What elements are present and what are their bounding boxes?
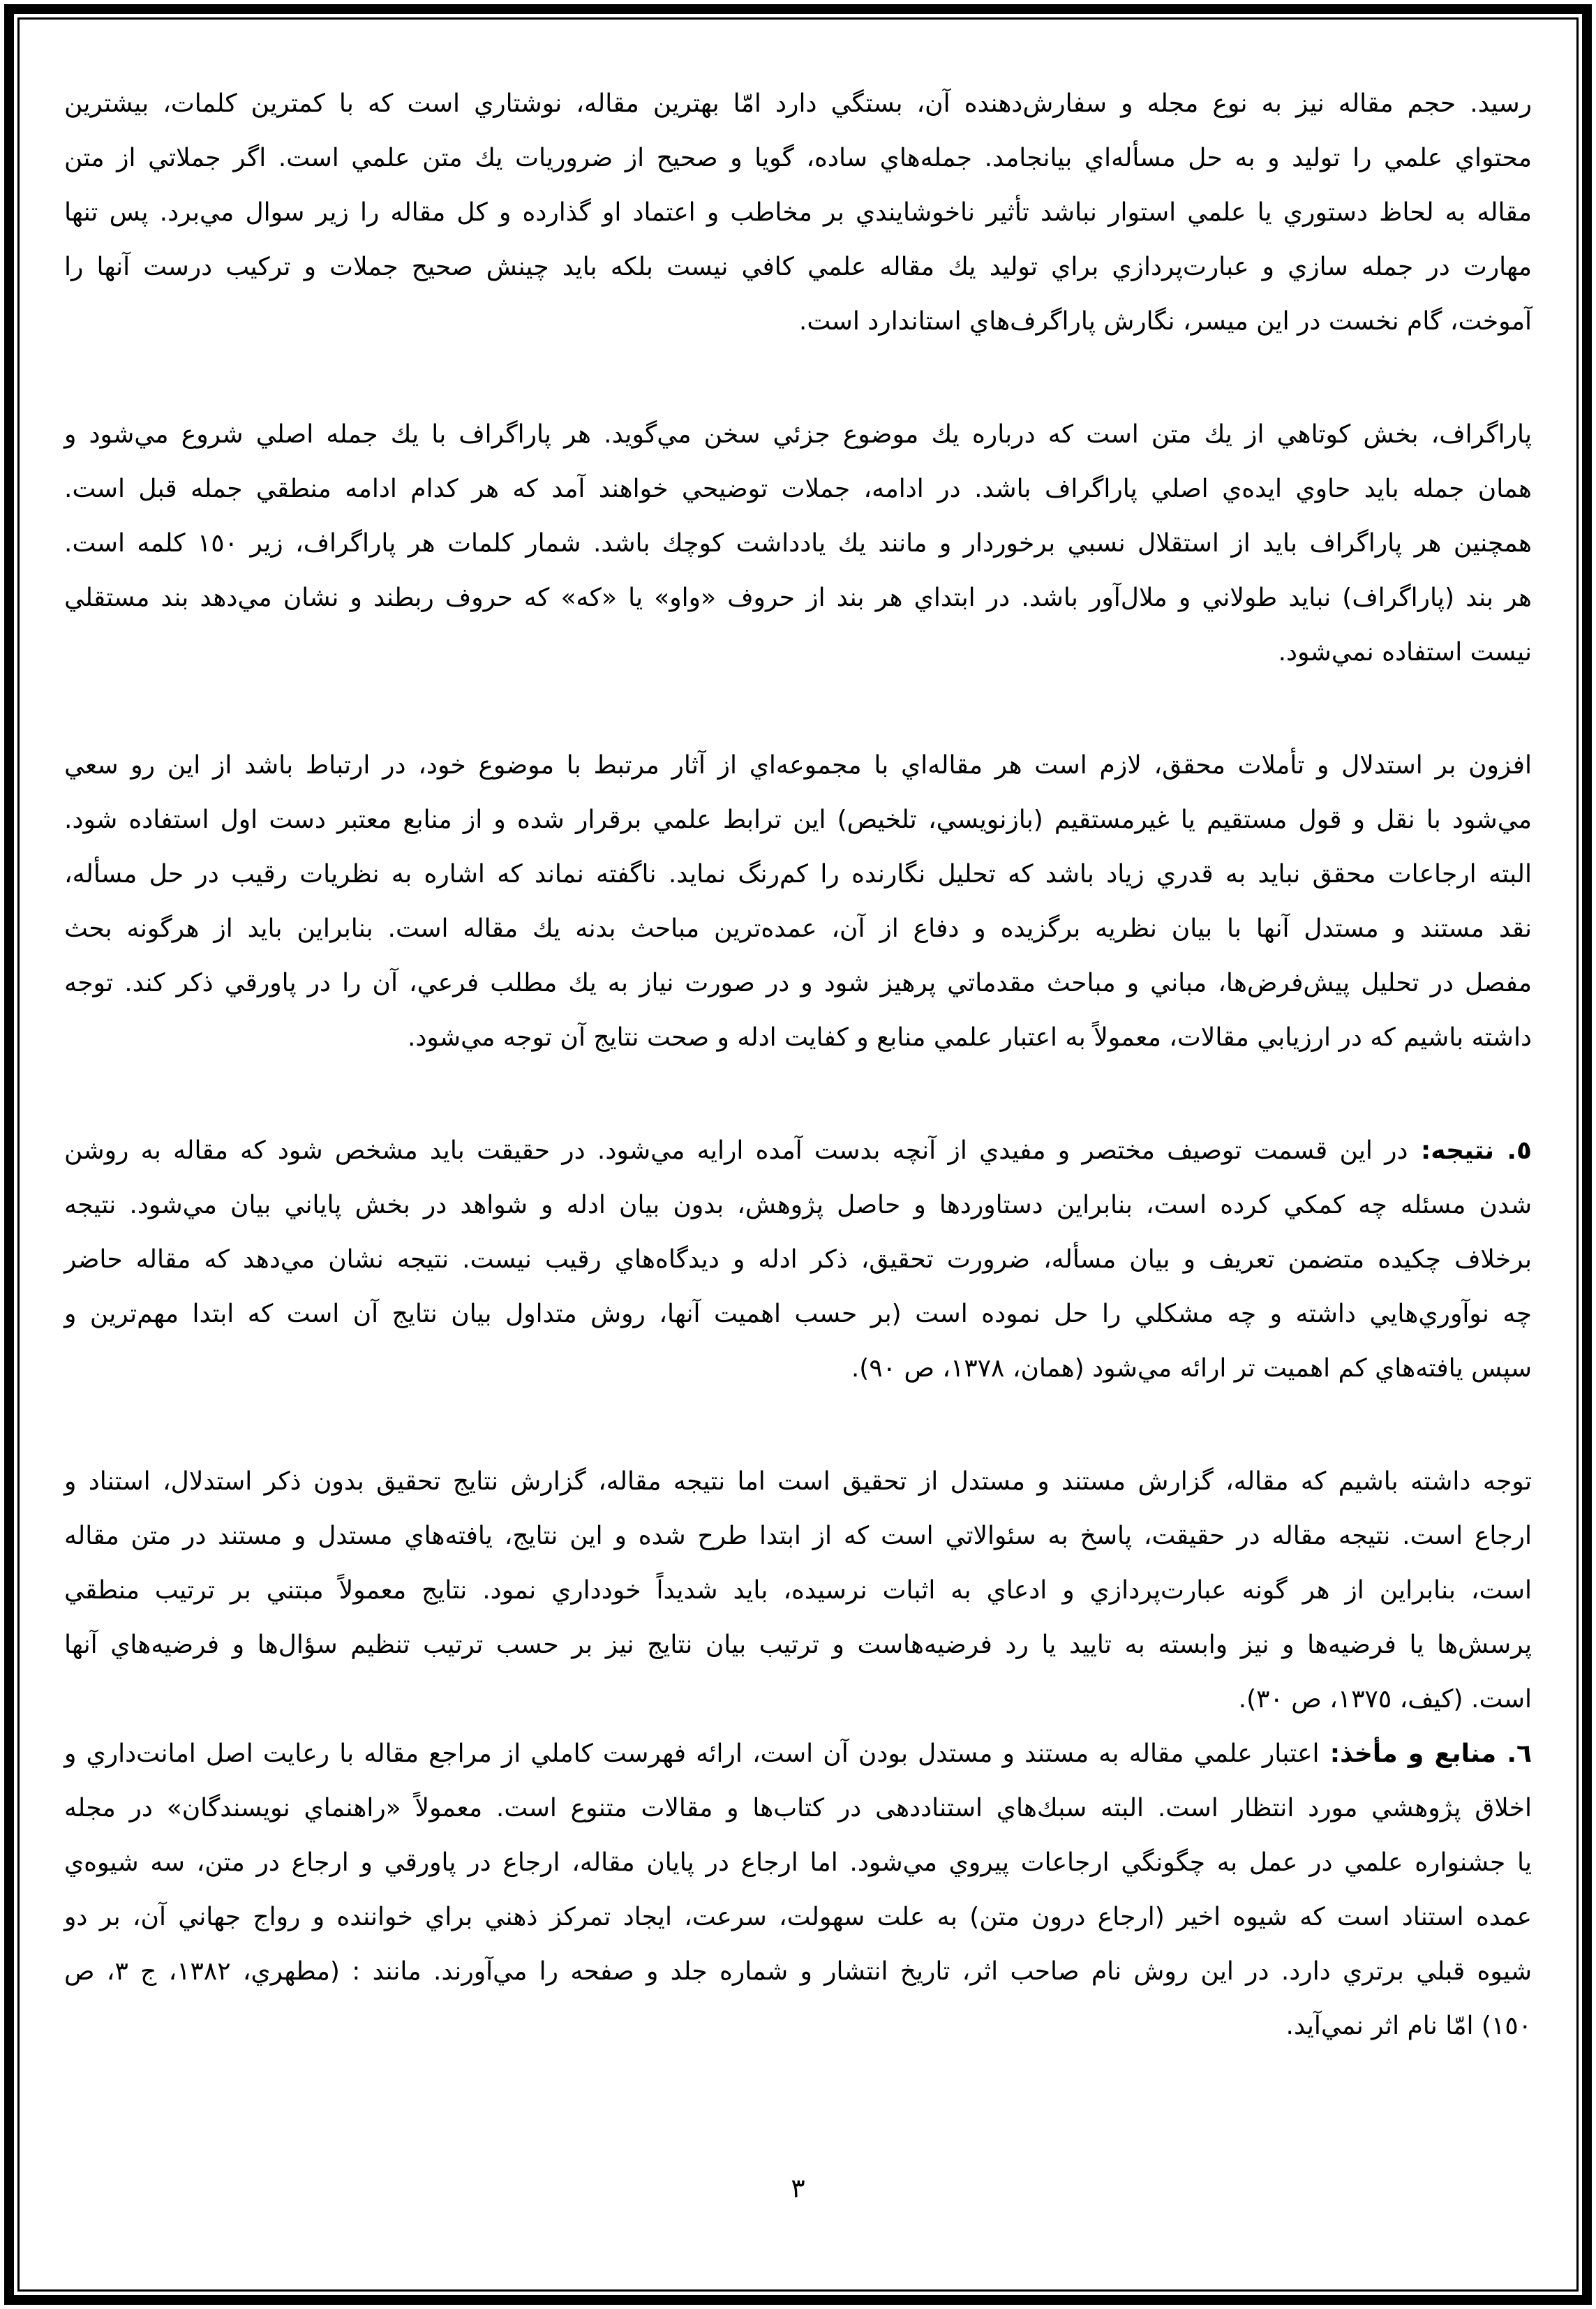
- text-line: [64, 1124, 1532, 1178]
- text-line: اخلاق پژوهشي مورد انتظار است. البته سبك‌هاي استناددهی در کتاب‌ها و مقالات متنوع است. معمولاً «راهنماي نویسندگان» در مجله: [64, 1794, 1532, 1822]
- text-line: شیوه قبلي برتري دارد. در این روش نام صاحب اثر، تاریخ انتشار و شماره جلد و صفحه را مي‌آورند. مانند : (مطهري، ١٣٨٢، ج ٣، ص: [64, 1957, 1532, 1986]
- text-line: مي‌شود با نقل و قول مستقیم یا غیرمستقیم (بازنویسي، تلخیص) این ترابط علمي برقرار شده و از منابع معتبر دست اول استفاده شود.: [64, 805, 1532, 834]
- text-line: عمده استناد است که شیوه اخیر (ارجاع درون متن) به علت سهولت، سرعت، ایجاد تمرکز ذهني براي خواننده و رواج جهاني آن، بر دو: [64, 1903, 1532, 1931]
- paragraph: [64, 77, 1532, 349]
- section-heading-rest: اعتبار علمي مقاله به مستند و مستدل بودن آن است، ارائه فهرست کاملي از مراجع مقاله با رعایت اصل امانت‌داري و: [64, 1739, 1320, 1768]
- text-line: برخلاف چکیده متضمن تعریف و بیان مسأله، ضرورت تحقیق، ذکر ادله و دیدگاه‌هاي رقیب نیست. نتیجه نشان مي‌دهد که مقاله حاضر: [64, 1245, 1532, 1274]
- text-line: [64, 1727, 1532, 1781]
- text-line: است. (کیف، ١٣٧٥، ص ٣٠).: [1238, 1685, 1532, 1714]
- text-line: نیست استفاده نمي‌شود.: [1278, 638, 1532, 667]
- page-number: ٣: [791, 2173, 805, 2204]
- text-line: مهارت در جمله سازي و عبارت‌پردازي براي تولید یك مقاله علمي کافي نیست بلکه باید چینش صحیح جملات و ترکیب درست آنها را: [64, 253, 1532, 281]
- text-line: ارجاع است. نتیجه مقاله در حقیقت، پاسخ به سئوالاتي است که از ابتدا طرح شده و این نتایج، یافته‌هاي مستدل و مستند در متن مقاله: [64, 1522, 1532, 1550]
- text-line: همان جمله باید حاوي ایده‌ي اصلي پاراگراف باشد. در ادامه، جملات توضیحي خواهند آمد که هر کدام ادامه منطقي جمله قبل است.: [64, 475, 1532, 503]
- text-line: محتواي علمي را تولید و به حل مسأله‌اي بیانجامد. جمله‌هاي ساده، گویا و صحیح از ضروریات یك متن علمي است. اگر جملاتي از متن: [64, 144, 1532, 172]
- text-line: توجه داشته باشیم که مقاله، گزارش مستند و مستدل از تحقیق است اما نتیجه مقاله، گزارش نتایج تحقیق بدون ذکر استدلال، استناد و: [64, 1467, 1532, 1496]
- text-line: یا جشنواره علمي در عمل به چگونگي ارجاعات پیروي مي‌شود. اما ارجاع در پایان مقاله، ارجاع در پاورقي و ارجاع در متن، سه شیوه‌ي: [64, 1848, 1532, 1877]
- section-heading: ٥. نتیجه:: [1408, 1136, 1532, 1165]
- text-line: است، بنابراین از هر گونه عبارت‌پردازي و ادعاي به اثبات نرسیده، باید شدیداً خودداري نمود. نتایج معمولاً مبتني بر ترتیب منطقي: [64, 1576, 1532, 1605]
- section-heading-rest: در این قسمت توصیف مختصر و مفیدي از آنچه بدست آمده ارایه مي‌شود. در حقیقت باید مشخص شود که مقاله به روشن: [64, 1136, 1408, 1165]
- text-line: مفصل در تحلیل پیش‌فرض‌ها، مباني و مباحث مقدماتي پرهیز شود و در صورت نیاز به یك مطلب فرعي، آن را در پاورقي ذکر کند. توجه: [64, 969, 1532, 997]
- paragraph: [64, 738, 1532, 1065]
- section-heading: ٦. منابع و مأخذ:: [1319, 1739, 1532, 1768]
- text-line: افزون بر استدلال و تأملات محقق، لازم است هر مقاله‌اي با مجموعه‌اي از آثار مرتبط با موضوع خود، در ارتباط باشد از این رو سعي: [64, 751, 1532, 780]
- text-line: رسید. حجم مقاله نیز به نوع مجله و سفارش‌دهنده آن، بستگي دارد امّا بهترین مقاله، نوشتاري است که با کمترین کلمات، بیشترین: [64, 89, 1532, 118]
- text-line: همچنین هر پاراگراف باید از استقلال نسبي برخوردار و مانند یك یادداشت کوچك باشد. شمار کلمات هر پاراگراف، زیر ١٥٠ کلمه است.: [64, 529, 1532, 558]
- text-line: چه نوآوري‌هایي داشته و چه مشکلي را حل نموده است (بر حسب اهمیت آنها، روش متداول بیان نتایج آن است که ابتدا مهم‌ترین و: [64, 1300, 1532, 1328]
- text-line: هر بند (پاراگراف) نباید طولاني و ملال‌آور باشد. در ابتداي هر بند از حروف «واو» یا «که» که حروف ربطند و نشان مي‌دهد بند مستقلي: [64, 584, 1532, 612]
- text-line: نقد مستند و مستدل آنها با بیان نظریه برگزیده و دفاع از آن، عمده‌ترین مباحث بدنه یك مقاله است. بنابراین باید از هرگونه بحث: [64, 914, 1532, 943]
- text-line: مقاله به لحاظ دستوري یا علمي استوار نباشد تأثیر ناخوشایندي بر مخاطب و اعتماد او گذارده و کل مقاله را زیر سوال مي‌برد. پس تنها: [64, 198, 1532, 227]
- text-line: شدن مسئله چه کمکي کرده است، بنابراین دستاوردها و حاصل پژوهش، بدون بیان ادله و شواهد در بخش پایاني بیان مي‌شود. نتیجه: [64, 1191, 1532, 1219]
- paragraph: [64, 408, 1532, 680]
- text-line: ١٥٠) امّا نام اثر نمي‌آید.: [1285, 2012, 1532, 2040]
- text-line: پرسش‌ها یا فرضیه‌ها و نیز وابسته به تایید یا رد فرضیه‌هاست و ترتیب بیان نتایج نیز بر حسب ترتیب تنظیم سؤال‌ها و فرضیه‌هاي آنها: [64, 1631, 1532, 1659]
- text-line: البته ارجاعات محقق نباید به قدري زیاد باشد که تحلیل نگارنده را کم‌رنگ نماید. ناگفته نماند که اشاره به نظریات رقیب در حل مسأله،: [64, 860, 1532, 889]
- paragraph: [64, 1455, 1532, 1727]
- paragraph-references-section: [64, 1727, 1532, 2054]
- paragraph-conclusion-section: [64, 1124, 1532, 1396]
- text-line: سپس یافته‌هاي کم اهمیت تر ارائه مي‌شود (همان، ١٣٧٨، ص ٩٠).: [851, 1354, 1532, 1383]
- text-line: پاراگراف، بخش کوتاهي از یك متن است که درباره یك موضوع جزئي سخن مي‌گوید. هر پاراگراف با یك جمله اصلي شروع مي‌شود و: [64, 420, 1532, 449]
- text-line: آموخت، گام نخست در این میسر، نگارش پاراگرف‌هاي استاندارد است.: [798, 307, 1532, 336]
- page-body-text: [20, 20, 1576, 2054]
- text-line: داشته باشیم که در ارزیابي مقالات، معمولاً به اعتبار علمي منابع و کفایت ادله و صحت نتایج آن توجه مي‌شود.: [407, 1023, 1532, 1052]
